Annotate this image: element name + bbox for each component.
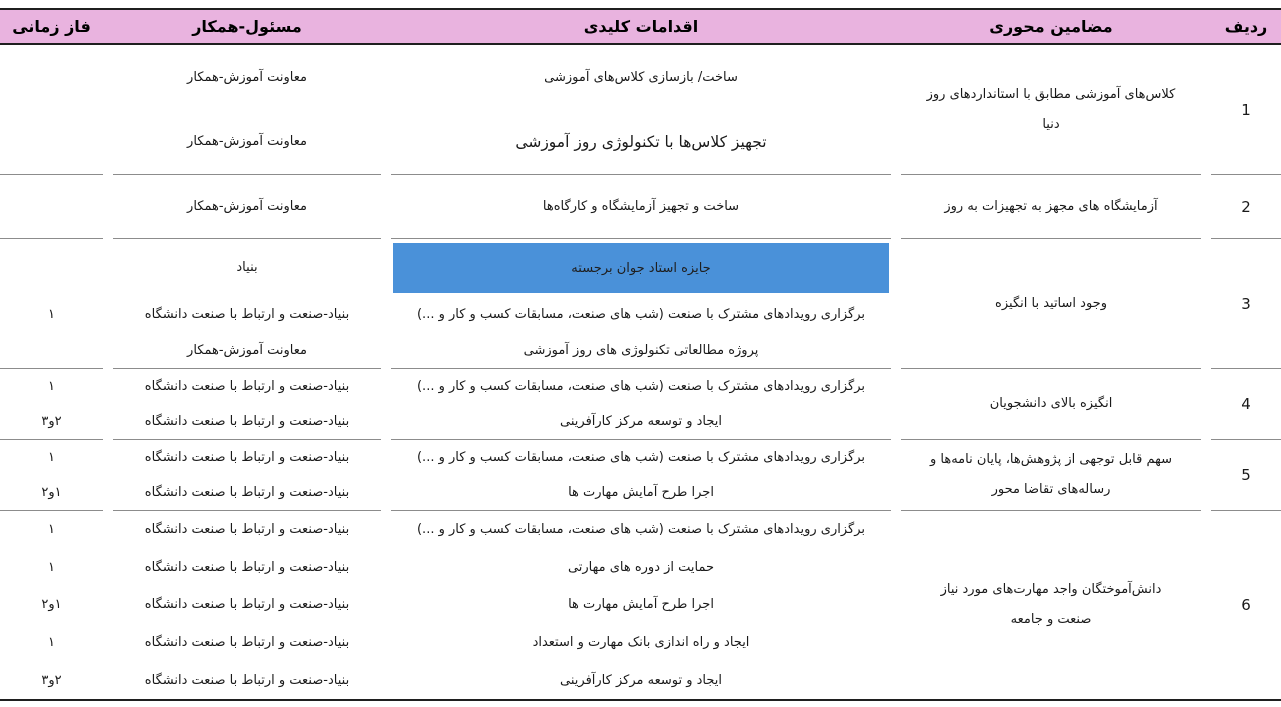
owner-line: معاونت آموزش-همکار (187, 342, 307, 358)
table-row-2 (0, 175, 1281, 239)
phase-line: ۱و۲ (41, 597, 62, 613)
action-line: ساخت/ بازسازی کلاس‌های آموزشی (544, 69, 738, 85)
action-line: برگزاری رویدادهای مشترک با صنعت (شب های صنعت، مسابقات کسب و کار و ...) (416, 450, 866, 465)
theme-text: دانش‌آموختگان واجد مهارت‌های مورد نیاز صنعت و جامعه (940, 582, 1162, 627)
table-row-6 (0, 511, 1281, 699)
owner-line: بنیاد-صنعت و ارتباط با صنعت دانشگاه (144, 485, 350, 500)
owner-line: معاونت آموزش-همکار (187, 69, 307, 85)
phases-cell (0, 175, 103, 239)
header-cell-time-phase: فاز زمانی (12, 17, 91, 36)
phase-line: ۱و۲ (41, 485, 62, 500)
row-number-cell (1211, 369, 1281, 440)
header-cell-responsible: مسئول-همکار (192, 17, 302, 36)
phases-cell (0, 369, 103, 440)
row-number-cell (1211, 45, 1281, 175)
theme-text: کلاس‌های آموزشی مطابق با استانداردهای روز دنیا (926, 86, 1176, 132)
action-line: برگزاری رویدادهای مشترک با صنعت (شب های صنعت، مسابقات کسب و کار و ...) (416, 306, 866, 322)
row-number-cell (1211, 440, 1281, 511)
action-line: ایجاد و توسعه مرکز کارآفرینی (560, 672, 722, 688)
action-line: تجهیز کلاس‌ها با تکنولوژی روز آموزشی (515, 132, 767, 151)
action-line: اجرا طرح آمایش مهارت ها (568, 597, 714, 613)
owner-line: بنیاد (236, 260, 258, 275)
phase-line: ۱ (48, 450, 55, 465)
row-number-text: 4 (1241, 395, 1251, 413)
action-plan-table (0, 8, 1281, 701)
table-row-5 (0, 440, 1281, 511)
actions-cell (391, 440, 891, 511)
actions-cell (391, 175, 891, 239)
theme-text: وجود اساتید با انگیزه (995, 295, 1107, 311)
header-cell-core-themes: مضامین محوری (989, 17, 1113, 36)
action-line: برگزاری رویدادهای مشترک با صنعت (شب های صنعت، مسابقات کسب و کار و ...) (416, 522, 866, 538)
phase-line: ۱ (48, 522, 55, 538)
phases-cell (0, 239, 103, 369)
action-line: اجرا طرح آمایش مهارت ها (568, 485, 714, 500)
header-cell-row-number: ردیف (1224, 17, 1268, 36)
phase-line: ۱ (48, 306, 55, 322)
actions-cell (391, 45, 891, 175)
action-line: حمایت از دوره های مهارتی (567, 559, 715, 575)
row-number-cell (1211, 239, 1281, 369)
owner-line: بنیاد-صنعت و ارتباط با صنعت دانشگاه (144, 672, 350, 688)
phase-line: ۱ (48, 379, 55, 394)
row-number-text: 1 (1241, 100, 1251, 119)
theme-text: سهم قابل توجهی از پژوهش‌ها، پایان نامه‌ها و رساله‌های تقاضا محور (929, 452, 1172, 497)
phase-line: ۲و۳ (41, 672, 62, 688)
owner-line: معاونت آموزش-همکار (187, 199, 307, 214)
phase-line (0, 110, 103, 175)
theme-cell (901, 175, 1201, 239)
owner-line: بنیاد-صنعت و ارتباط با صنعت دانشگاه (144, 306, 350, 322)
actions-cell (391, 511, 891, 699)
highlighted-action-cell: جایزه استاد جوان برجسته (393, 243, 889, 293)
theme-cell (901, 511, 1201, 699)
action-line: برگزاری رویدادهای مشترک با صنعت (شب های صنعت، مسابقات کسب و کار و ...) (416, 379, 866, 394)
owner-line: بنیاد-صنعت و ارتباط با صنعت دانشگاه (144, 379, 350, 394)
row-number-text: 6 (1241, 596, 1251, 614)
theme-text: آزمایشگاه های مجهز به تجهیزات به روز (944, 198, 1158, 214)
action-line: ایجاد و توسعه مرکز کارآفرینی (560, 414, 722, 429)
actions-cell (391, 369, 891, 440)
owners-cell (113, 175, 381, 239)
action-line: پروژه مطالعاتی تکنولوژی های روز آموزشی (523, 342, 759, 358)
owner-line: معاونت آموزش-همکار (187, 134, 307, 150)
owners-cell (113, 440, 381, 511)
theme-cell (901, 440, 1201, 511)
phases-cell (0, 440, 103, 511)
row-number-text: 2 (1241, 197, 1251, 216)
table-header (0, 10, 1281, 45)
owners-cell (113, 369, 381, 440)
owners-cell (113, 239, 381, 369)
phase-line (0, 175, 103, 238)
phase-line (0, 239, 103, 296)
actions-cell (391, 239, 891, 369)
header-cell-key-actions: اقدامات کلیدی (583, 17, 699, 36)
owners-cell (113, 511, 381, 699)
theme-cell (901, 369, 1201, 440)
table-row-1 (0, 45, 1281, 175)
row-number-cell (1211, 511, 1281, 699)
phases-cell (0, 45, 103, 175)
owners-cell (113, 45, 381, 175)
owner-line: بنیاد-صنعت و ارتباط با صنعت دانشگاه (144, 450, 350, 465)
action-line: ساخت و تجهیز آزمایشگاه و کارگاه‌ها (542, 199, 740, 214)
theme-cell (901, 239, 1201, 369)
phases-cell (0, 511, 103, 699)
theme-cell (901, 45, 1201, 175)
owner-line: بنیاد-صنعت و ارتباط با صنعت دانشگاه (144, 559, 350, 575)
theme-text: انگیزه بالای دانشجویان (989, 396, 1113, 412)
table-row-4 (0, 369, 1281, 440)
row-number-text: 3 (1241, 294, 1251, 313)
owner-line: بنیاد-صنعت و ارتباط با صنعت دانشگاه (144, 635, 350, 651)
phase-line: ۲و۳ (41, 414, 62, 429)
action-line: ایجاد و راه اندازی بانک مهارت و استعداد (532, 635, 750, 651)
phase-line: ۱ (48, 635, 55, 651)
phase-line (0, 332, 103, 368)
row-number-cell (1211, 175, 1281, 239)
owner-line: بنیاد-صنعت و ارتباط با صنعت دانشگاه (144, 522, 350, 538)
owner-line: بنیاد-صنعت و ارتباط با صنعت دانشگاه (144, 414, 350, 429)
table-row-3 (0, 239, 1281, 369)
row-number-text: 5 (1241, 466, 1251, 484)
owner-line: بنیاد-صنعت و ارتباط با صنعت دانشگاه (144, 597, 350, 613)
phase-line: ۱ (48, 559, 55, 575)
phase-line (0, 45, 103, 110)
